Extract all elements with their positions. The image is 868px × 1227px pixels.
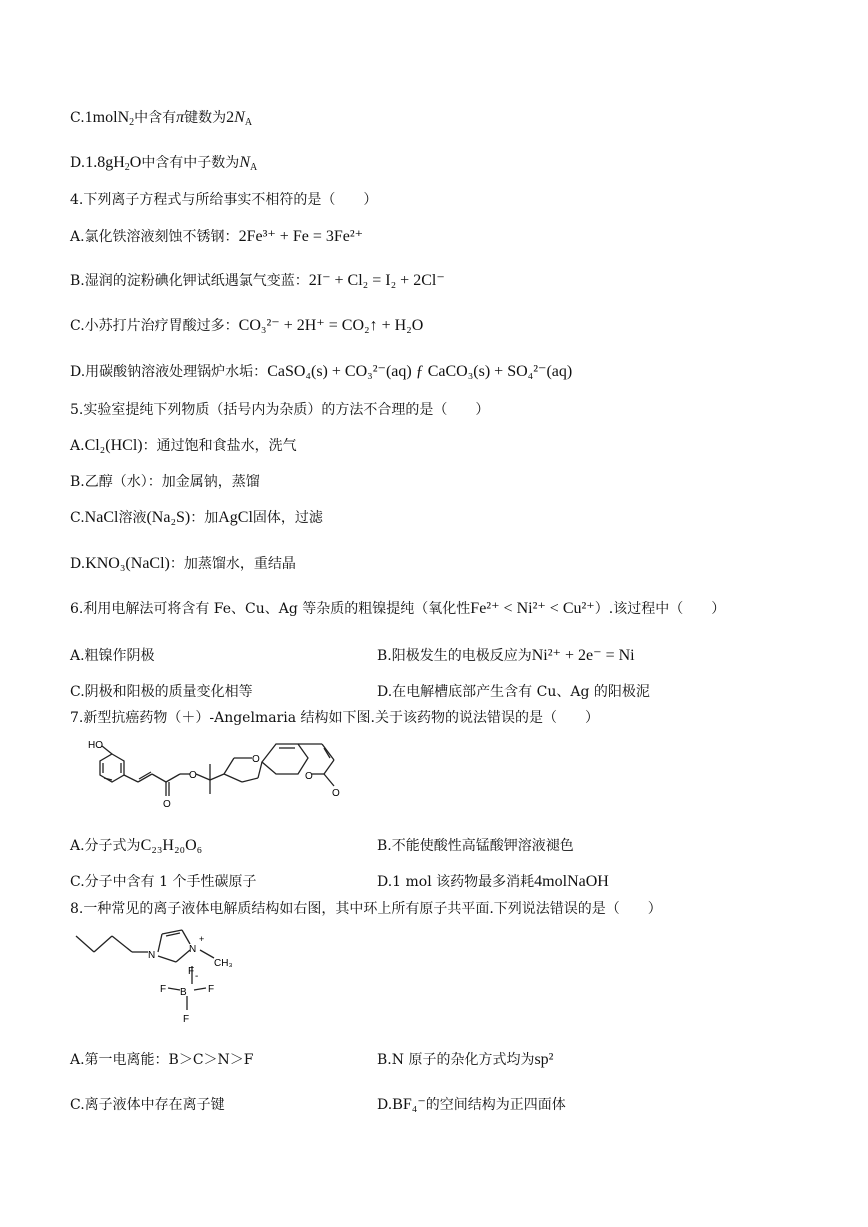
q6-option-b: B.阳极发生的电极反应为Ni²⁺ + 2e⁻ = Ni	[377, 647, 635, 664]
q6-option-a: A.粗镍作阴极	[70, 648, 155, 664]
q8-option-d: D.BF₄⁻的空间结构为正四面体	[377, 1096, 566, 1113]
q4-option-c: C.小苏打片治疗胃酸过多：CO₃²⁻ + 2H⁺ = CO₂↑ + H₂O	[70, 317, 424, 334]
q8-option-b: B.N 原子的杂化方式均为sp²	[377, 1051, 554, 1068]
q4-option-a: A.氯化铁溶液刻蚀不锈钢：2Fe³⁺ + Fe = 3Fe²⁺	[70, 228, 364, 245]
mol-label-n1: N	[148, 950, 156, 961]
q5-option-b: B.乙醇（水）：加金属钠，蒸馏	[70, 474, 260, 490]
mol-label-ho: HO	[88, 740, 103, 751]
q7-option-c: C.分子中含有 1 个手性碳原子	[70, 874, 257, 890]
q3-option-c: C.1molN$_2$中含有π键数为$2N_A$	[70, 109, 253, 128]
q5-option-c: C.NaCl溶液(Na₂S)：加AgCl固体，过滤	[70, 509, 323, 526]
q8-stem: 8.一种常见的离子液体电解质结构如右图，其中环上所有原子共平面.下列说法错误的是（ ）	[70, 901, 662, 917]
q6-option-d: D.在电解槽底部产生含有 Cu、Ag 的阳极泥	[377, 684, 650, 700]
q8-option-a: A.第一电离能：B＞C＞N＞F	[70, 1052, 254, 1068]
mol-label-ch3: CH₃	[214, 958, 233, 969]
q4-option-b: B.湿润的淀粉碘化钾试纸遇氯气变蓝：2I⁻ + Cl₂ = I₂ + 2Cl⁻	[70, 272, 445, 289]
mol-label-o-ester: O	[189, 770, 197, 781]
q7-stem: 7.新型抗癌药物（＋）-Angelmaria 结构如下图.关于该药物的说法错误的是（ ）	[70, 710, 599, 726]
mol-label-b: B	[180, 987, 187, 998]
angelmaria-structure-image	[72, 734, 356, 822]
mol-label-f-top: F	[188, 966, 195, 977]
mol-label-o-pyran: O	[305, 771, 313, 782]
q7-option-a: A.分子式为C₂₃H₂₀O₆	[70, 837, 203, 854]
mol-label-n2: N	[189, 944, 197, 955]
mol-label-plus: +	[199, 934, 205, 944]
mol-label-minus: -	[195, 971, 199, 982]
q4-stem: 4.下列离子方程式与所给事实不相符的是（ ）	[70, 192, 378, 208]
q5-stem: 5.实验室提纯下列物质（括号内为杂质）的方法不合理的是（ ）	[70, 402, 490, 418]
q4-option-d: D.用碳酸钠溶液处理锅炉水垢：CaSO₄(s) + CO₃²⁻(aq) ƒ CaCO₃(s) + SO₄²⁻(aq)	[70, 363, 573, 380]
ionic-liquid-structure-image	[72, 922, 242, 1028]
mol-label-o-carbonyl: O	[163, 799, 171, 810]
mol-label-f-left: F	[160, 984, 167, 995]
q8-option-c: C.离子液体中存在离子键	[70, 1097, 225, 1113]
q7-option-b: B.不能使酸性高锰酸钾溶液褪色	[377, 838, 574, 854]
mol-label-o-furan: O	[252, 754, 260, 765]
mol-label-f-bottom: F	[183, 1014, 190, 1025]
q5-option-d: D.KNO₃(NaCl)：加蒸馏水，重结晶	[70, 555, 296, 572]
mol-label-f-right: F	[208, 984, 215, 995]
q5-option-a: A.Cl₂(HCl)：通过饱和食盐水，洗气	[70, 437, 297, 454]
q7-option-d: D.1 mol 该药物最多消耗4molNaOH	[377, 873, 609, 890]
q6-option-c: C.阴极和阳极的质量变化相等	[70, 684, 253, 700]
mol-label-o-lactone: O	[332, 788, 340, 799]
q6-stem: 6.利用电解法可将含有 Fe、Cu、Ag 等杂质的粗镍提纯（氧化性Fe²⁺ < Ni²⁺ < Cu²⁺）.该过程中（ ）	[70, 600, 726, 617]
q3-option-d: $D.1.8gH_2O$中含有中子数为$N_A$	[70, 154, 258, 173]
